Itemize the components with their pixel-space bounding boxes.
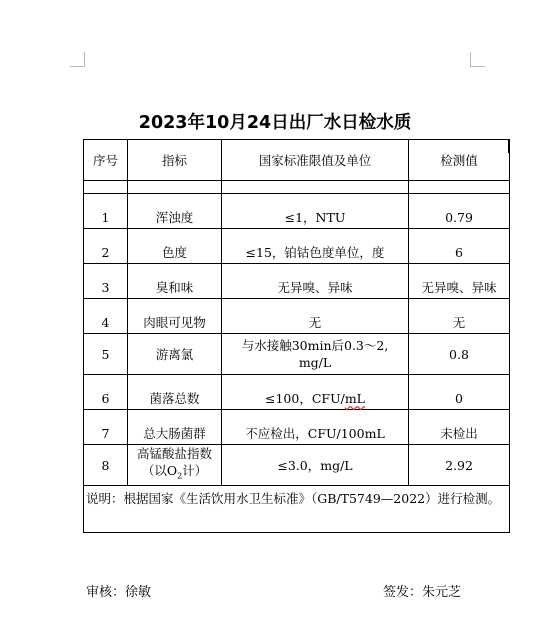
row-serial: 1 [84,194,128,229]
row-value: 0.8 [409,334,510,375]
water-quality-table [83,139,510,533]
row-limit-text: ≤100，CFU/ [265,391,345,406]
table-spacer-row [84,181,510,194]
row-limit: ≤1，NTU [222,194,409,229]
document-title: 2023年10月24日出厂水日检水质 [138,113,412,133]
table-row [84,410,510,445]
row-indicator: 色度 [128,229,222,264]
row-limit-line1: 与水接触30min后0.3～2, [241,338,389,353]
header-value: 检测值 [409,140,510,181]
row-value: 无 [409,299,510,334]
header-limit: 国家标准限值及单位 [222,140,409,181]
row-indicator: 游离氯 [128,334,222,375]
row-value: 2.92 [409,445,510,486]
header-serial: 序号 [84,140,128,181]
spellcheck-marked-text: mL [344,391,365,406]
row-limit: ≤15，铂钴色度单位，度 [222,229,409,264]
row-serial: 6 [84,375,128,410]
table-note: 说明：根据国家《生活饮用水卫生标准》（GB/T5749—2022）进行检测。 [84,486,510,533]
row-serial: 3 [84,264,128,299]
row-value: 0.79 [409,194,510,229]
table-note-row [84,486,510,533]
row-serial: 5 [84,334,128,375]
row-value: 0 [409,375,510,410]
row-value: 无异嗅、异味 [409,264,510,299]
row-serial: 2 [84,229,128,264]
row-value: 6 [409,229,510,264]
row-limit-line2: mg/L [298,355,332,370]
table-row [84,194,510,229]
spacer-cell [409,181,510,194]
row-indicator-line2: （以$O_2$计） [141,463,208,481]
spacer-cell [222,181,409,194]
row-indicator [128,445,222,486]
row-serial: 7 [84,410,128,445]
table-row [84,334,510,375]
issuer-signature: 签发：朱元芝 [383,585,462,600]
spacer-cell [84,181,128,194]
text-cursor [508,139,510,153]
row-indicator: 肉眼可见物 [128,299,222,334]
row-indicator-line1: 高锰酸盐指数 [136,446,212,462]
table-row [84,229,510,264]
page-margin-mark-left [70,52,85,67]
row-indicator: 浑浊度 [128,194,222,229]
table-row [84,264,510,299]
row-limit [222,334,409,375]
row-indicator: 总大肠菌群 [128,410,222,445]
row-indicator: 菌落总数 [128,375,222,410]
row-serial: 4 [84,299,128,334]
table-header-row [84,140,510,181]
row-limit: 无 [222,299,409,334]
page-margin-mark-right [470,52,485,67]
row-limit: 不应检出，CFU/100mL [222,410,409,445]
row-indicator: 臭和味 [128,264,222,299]
table-row [84,445,510,486]
row-value: 未检出 [409,410,510,445]
row-limit: ≤3.0，mg/L [222,445,409,486]
row-serial: 8 [84,445,128,486]
table-row [84,375,510,410]
row-limit [222,375,409,410]
row-limit: 无异嗅、异味 [222,264,409,299]
spacer-cell [128,181,222,194]
table-row [84,299,510,334]
header-indicator: 指标 [128,140,222,181]
reviewer-signature: 审核：徐敏 [86,585,152,600]
